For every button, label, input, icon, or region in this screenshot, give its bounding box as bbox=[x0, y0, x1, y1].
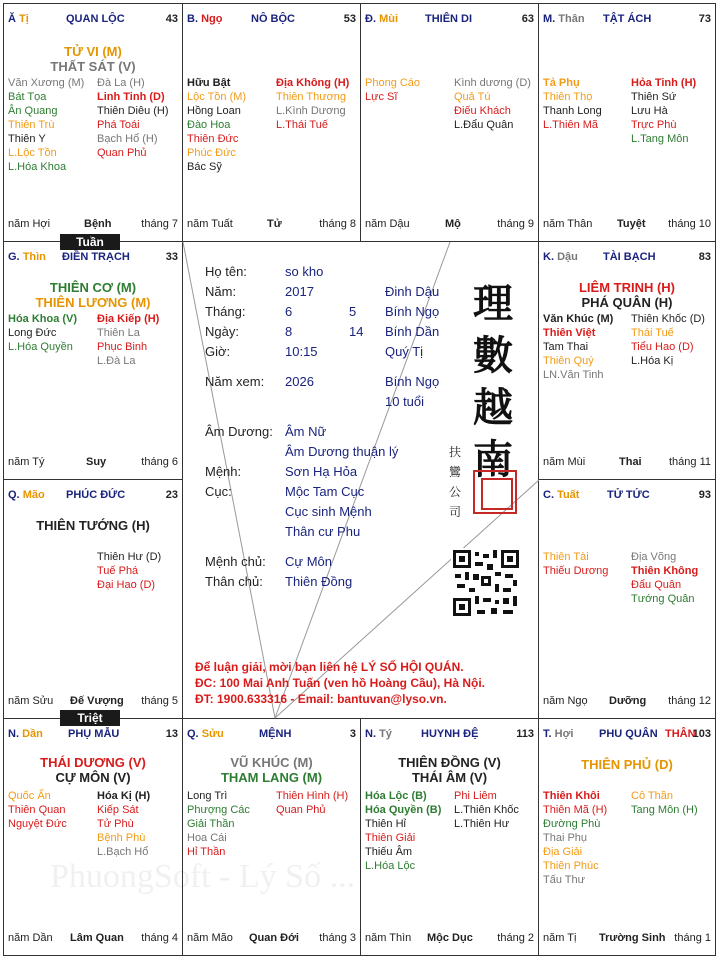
left-stars: Quốc Ấn Thiên Quan Nguyệt Đức bbox=[8, 790, 67, 830]
left-stars: Văn Khúc (M) Thiên Việt Tam Thai Thiên Quý LN.Văn Tinh bbox=[543, 313, 614, 381]
right-stars: Thiên Hư (D) Tuế Phá Đại Hao (D) bbox=[97, 551, 162, 591]
palace-dien-trach: G. Thìn ĐIỀN TRẠCH 33 THIÊN CƠ (M) THIÊN LƯƠNG (M) Hóa Khoa (V) Long Đức L.Hóa Quyền Địa Kiếp (H) Thiên La Phục Binh L.Đà La năm Tý Suy tháng 6 bbox=[3, 241, 183, 480]
left-stars: Hóa Lộc (B) Hóa Quyền (B) Thiên Hỉ Thiên Giải Thiếu Âm L.Hóa Lộc bbox=[365, 790, 442, 872]
left-stars: Tả Phụ Thiên Thọ Thanh Long L.Thiên Mã bbox=[543, 77, 602, 131]
left-stars: Hữu Bật Lộc Tồn (M) Hồng Loan Đào Hoa Thiên Đức Phúc Đức Bác Sỹ bbox=[187, 77, 247, 173]
palace-no-boc: B. Ngọ NÔ BỘC 53 Hữu Bật Lộc Tồn (M) Hồng Loan Đào Hoa Thiên Đức Phúc Đức Bác Sỹ Địa Không (H) Thiên Thương L.Kình Dương L.Thái Tuế năm Tuất Tử tháng 8 bbox=[182, 3, 361, 242]
small-calligraphy: 扶 鸞 公 司 bbox=[449, 445, 462, 519]
palace-thien-di: Đ. Mùi THIÊN DI 63 Phong Cáo Lực Sĩ Kình dương (D) Quả Tú Điếu Khách L.Đẩu Quân năm Dậu Mộ tháng 9 bbox=[360, 3, 539, 242]
palace-footer: năm Hợi Bệnh tháng 7 bbox=[8, 218, 178, 230]
left-stars: Long Trì Phượng Các Giải Thần Hoa Cái Hỉ Thần bbox=[187, 790, 250, 858]
palace-phu-quan: T. Hợi PHU QUÂN THÂN 103 THIÊN PHỦ (D) Thiên Khôi Thiên Mã (H) Đường Phù Thai Phụ Địa Giải Thiên Phúc Tấu Thư Cô Thần Tang Môn (H) năm Tị Trường Sinh tháng 1 bbox=[538, 718, 716, 956]
palace-phuc-duc: Q. Mão PHÚC ĐỨC 23 THIÊN TƯỚNG (H) Thiên Hư (D) Tuế Phá Đại Hao (D) năm Sửu Đế Vượng tháng 5 bbox=[3, 479, 183, 719]
ho-ten-value: so kho bbox=[285, 264, 324, 279]
right-stars: Địa Kiếp (H) Thiên La Phục Binh L.Đà La bbox=[97, 313, 160, 367]
tuan-tag: Tuần bbox=[60, 234, 120, 250]
palace-tai-bach: K. Dậu TÀI BẠCH 83 LIÊM TRINH (H) PHÁ QUÂN (H) Văn Khúc (M) Thiên Việt Tam Thai Thiên Quý LN.Văn Tinh Thiên Khốc (D) Thái Tuế Tiểu Hao (D) L.Hóa Kị năm Mùi Thai tháng 11 bbox=[538, 241, 716, 480]
watermark: PhuongSoft - Lý Số ... bbox=[50, 858, 356, 895]
contact-line-2: ĐC: 100 Mai Anh Tuấn (ven hồ Hoàng Cầu), Hà Nội. bbox=[195, 676, 486, 690]
right-stars: Hóa Kị (H) Kiếp Sát Tử Phù Bệnh Phù L.Bạch Hổ bbox=[97, 790, 151, 858]
right-stars: Đà La (H) Linh Tinh (D) Thiên Diêu (H) Phá Toái Bạch Hổ (H) Quan Phủ bbox=[97, 77, 169, 159]
palace-position: Ă bbox=[8, 13, 16, 25]
qr-code-icon[interactable] bbox=[451, 548, 521, 618]
contact-line-3[interactable]: ĐT: 1900.633316 - Email: bantuvan@lyso.vn. bbox=[195, 692, 447, 706]
main-star-2: THẤT SÁT (V) bbox=[50, 59, 136, 74]
palace-tat-ach: M. Thân TẬT ÁCH 73 Tả Phụ Thiên Thọ Thanh Long L.Thiên Mã Hỏa Tinh (H) Thiên Sứ Lưu Hà Trực Phù L.Tang Môn năm Thân Tuyệt tháng 10 bbox=[538, 3, 716, 242]
palace-menh: Q. Sửu MỆNH 3 VŨ KHÚC (M) THAM LANG (M) Long Trì Phượng Các Giải Thần Hoa Cái Hỉ Thần Thiên Hình (H) Quan Phủ năm Mão Quan Đới tháng 3 bbox=[182, 718, 361, 956]
right-stars: Thiên Hình (H) Quan Phủ bbox=[276, 790, 349, 816]
palace-phu-mau: N. Dần PHỤ MẪU 13 THÁI DƯƠNG (V) CỰ MÔN (V) Quốc Ấn Thiên Quan Nguyệt Đức Hóa Kị (H) Kiếp Sát Tử Phù Bệnh Phù L.Bạch Hổ năm Dần Lâm Quan tháng 4 bbox=[3, 718, 183, 956]
palace-name: QUAN LỘC bbox=[66, 13, 125, 25]
left-stars: Văn Xương (M) Bát Tọa Ân Quang Thiên Trù Thiên Y L.Lộc Tồn L.Hóa Khoa bbox=[8, 77, 85, 173]
right-stars: Phi Liêm L.Thiên Khốc L.Thiên Hư bbox=[454, 790, 519, 830]
left-stars: Thiên Khôi Thiên Mã (H) Đường Phù Thai Phụ Địa Giải Thiên Phúc Tấu Thư bbox=[543, 790, 608, 886]
right-stars: Địa Không (H) Thiên Thương L.Kình Dương L.Thái Tuế bbox=[276, 77, 350, 131]
palace-huynh-de: N. Tý HUYNH ĐỆ 113 THIÊN ĐỒNG (V) THÁI ÂM (V) Hóa Lộc (B) Hóa Quyền (B) Thiên Hỉ Thiên Giải Thiếu Âm L.Hóa Lộc Phi Liêm L.Thiên Khốc L.Thiên Hư năm Thìn Mộc Dục tháng 2 bbox=[360, 718, 539, 956]
center-info: Họ tên: so kho Năm: 2017 Đinh Dậu Tháng: 6 5 Bính Ngọ Ngày: 8 14 Bính Dần Giờ: 10:15 Quý Tị Năm xem: 2026 Bính Ngọ 10 tuổi Âm Dương: Âm Nữ Âm Dương thuận lý Mệnh: Sơn Hạ Hỏa Cục: Mộc Tam Cục Cục sinh Mệnh Thân cư Phu Mệnh chủ: Cự Môn Thân chủ: Thiên Đồng 理 數 越 南 扶 鸞 公 司 Để luận giải, mời bạn liên hệ LÝ SỐ HỘI QUÁN. ĐC: 100 Mai Anh Tuấn (ven hồ Hoàng Cầu), Hà Nội. ĐT: 1900.633316 - Email: bantuvan@lyso.vn. bbox=[183, 242, 539, 718]
right-stars: Cô Thần Tang Môn (H) bbox=[631, 790, 698, 816]
left-stars: Hóa Khoa (V) Long Đức L.Hóa Quyền bbox=[8, 313, 78, 353]
triet-tag: Triệt bbox=[60, 710, 120, 726]
contact-line-1: Để luận giải, mời bạn liên hệ LÝ SỐ HỘI QUÁN. bbox=[195, 660, 464, 674]
palace-number: 43 bbox=[165, 13, 178, 25]
calligraphy-char: 南 bbox=[473, 436, 513, 483]
right-stars: Địa Võng Thiên Không Đẩu Quân Tướng Quân bbox=[631, 551, 699, 605]
palace-branch: Tị bbox=[19, 13, 29, 25]
calligraphy-char: 數 bbox=[473, 332, 513, 379]
calligraphy-char: 越 bbox=[473, 384, 513, 431]
right-stars: Hỏa Tinh (H) Thiên Sứ Lưu Hà Trực Phù L.Tang Môn bbox=[631, 77, 697, 145]
main-star-1: TỬ VI (M) bbox=[64, 44, 122, 59]
palace-tu-tuc: C. Tuất TỬ TỨC 93 Thiên Tài Thiếu Dương Địa Võng Thiên Không Đẩu Quân Tướng Quân năm Ngọ Dưỡng tháng 12 bbox=[538, 479, 716, 719]
left-stars: Phong Cáo Lực Sĩ bbox=[365, 77, 421, 103]
right-stars: Kình dương (D) Quả Tú Điếu Khách L.Đẩu Quân bbox=[454, 77, 531, 131]
red-seal-icon bbox=[473, 470, 517, 514]
left-stars: Thiên Tài Thiếu Dương bbox=[543, 551, 609, 577]
right-stars: Thiên Khốc (D) Thái Tuế Tiểu Hao (D) L.Hóa Kị bbox=[631, 313, 705, 367]
calligraphy-char: 理 bbox=[473, 280, 513, 327]
